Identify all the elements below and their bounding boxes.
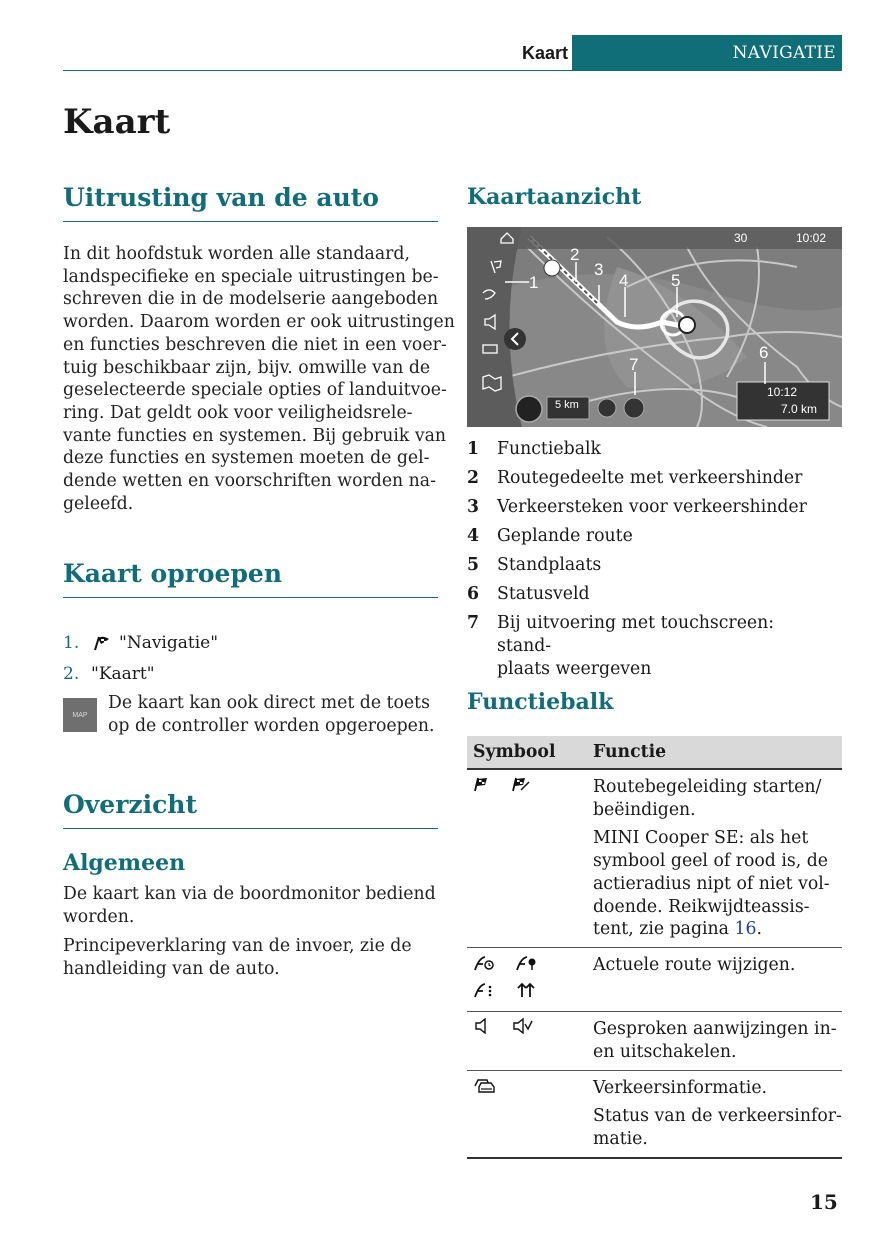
callout-3: 3	[594, 260, 604, 279]
callout-5: 5	[671, 271, 681, 290]
steps-list	[63, 627, 218, 689]
table-row: Actuele route wijzigen.	[467, 947, 842, 1011]
subheading-general: Algemeen	[63, 850, 186, 876]
callout-7: 7	[629, 355, 639, 374]
route-alt-icon	[473, 981, 495, 1006]
flag-start-icon	[473, 776, 491, 799]
heading-rule	[63, 828, 438, 829]
page-link[interactable]: 16	[734, 919, 757, 940]
flag-stop-icon	[511, 776, 531, 799]
callout-4: 4	[619, 271, 629, 290]
speaker-off-icon	[511, 1018, 533, 1041]
table-row: Routebegeleiding starten/ beëindigen. MINI Cooper SE: als het symbool geel of rood is, de actieradius nipt of niet vol- doende. Reikwijdteassis- tent, zie pagina 16.	[467, 769, 842, 947]
map-arrival-time: 10:12	[767, 385, 798, 399]
heading-rule	[63, 221, 438, 222]
col-function: Functie	[587, 736, 842, 769]
map-status-temp: 30	[734, 231, 748, 245]
legend-item: 7 Bij uitvoering met touchscreen: stand- plaats weergeven	[467, 613, 775, 679]
table-row: Verkeersinformatie. Status van de verkeersinfor- matie.	[467, 1070, 842, 1158]
map-legend	[467, 438, 827, 687]
heading-map-view: Kaartaanzicht	[467, 184, 642, 210]
map-distance: 7.0 km	[781, 402, 818, 416]
speaker-icon	[473, 1018, 491, 1041]
navigation-flag-icon	[91, 634, 113, 652]
legend-item: 2 Routegedeelte met verkeershinder	[467, 468, 803, 488]
route-change-icon	[473, 954, 495, 979]
table-row: Gesproken aanwijzingen in- en uitschakelen.	[467, 1012, 842, 1070]
header-chapter-tab: NAVIGATIE	[572, 35, 842, 71]
heading-function-bar: Functiebalk	[467, 689, 614, 715]
heading-overview: Overzicht	[63, 790, 198, 819]
heading-open-map: Kaart oproepen	[63, 559, 283, 588]
callout-6: 6	[759, 343, 769, 362]
page-number: 15	[810, 1190, 838, 1214]
map-key-note: De kaart kan ook direct met de toets op de controller worden opgeroepen.	[108, 693, 435, 736]
header-section: Kaart	[521, 43, 568, 63]
step-item: 1. "Navigatie"	[63, 632, 219, 653]
heading-equipment: Uitrusting van de auto	[63, 183, 379, 212]
col-symbol: Symbool	[467, 736, 587, 769]
legend-item: 3 Verkeersteken voor verkeershinder	[467, 497, 807, 517]
route-arrows-icon	[515, 981, 537, 1006]
map-key-icon: MAP	[63, 698, 97, 732]
callout-1: 1	[529, 273, 539, 292]
map-status-time: 10:02	[796, 231, 827, 245]
step-item: 2. "Kaart"	[63, 663, 155, 684]
route-avoid-icon	[515, 954, 537, 979]
map-screenshot	[467, 227, 842, 427]
legend-item: 4 Geplande route	[467, 526, 633, 546]
header-rule	[63, 70, 572, 71]
function-table	[467, 736, 842, 1159]
traffic-car-icon	[473, 1077, 497, 1102]
heading-rule	[63, 597, 438, 598]
legend-item: 1 Functiebalk	[467, 439, 601, 459]
equipment-paragraph: In dit hoofdstuk worden alle standaard, landspecifieke en speciale uitrustingen be- schreven die in de modelserie aangeboden worden. Daarom worden er ook uitrustingen en functies beschreven die niet in een voer- tuig beschikbaar zijn, bijv. omwille van de geselecteerde speciale opties of landuitvoe- ring. Dat geldt ook voor veiligheidsrele- vante functies en systemen. Bij gebruik van deze functies en systemen moeten de gel- dende wetten en voorschriften worden na- geleefd.	[63, 244, 455, 514]
legend-item: 5 Standplaats	[467, 555, 602, 575]
overview-paragraph-2: Principeverklaring van de invoer, zie de handleiding van de auto.	[63, 936, 412, 979]
overview-paragraph-1: De kaart kan via de boordmonitor bediend worden.	[63, 884, 436, 927]
map-scale: 5 km	[555, 399, 579, 411]
page-title: Kaart	[63, 102, 171, 142]
legend-item: 6 Statusveld	[467, 584, 590, 604]
callout-2: 2	[570, 245, 580, 264]
